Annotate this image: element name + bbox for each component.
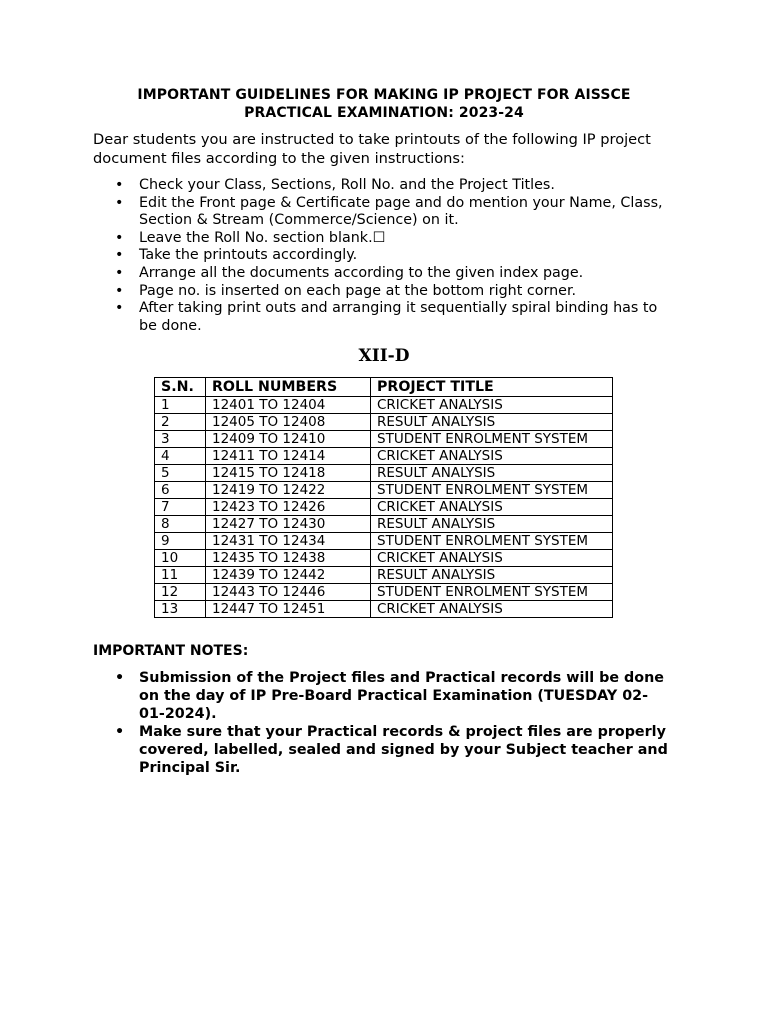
table-row <box>155 533 613 550</box>
cell-roll: 12405 TO 12408 <box>206 414 371 431</box>
cell-roll: 12419 TO 12422 <box>206 482 371 499</box>
table-row <box>155 601 613 618</box>
cell-title: CRICKET ANALYSIS <box>371 397 613 414</box>
note-item: • Submission of the Project files and Practical records will be done on the day of IP Pre-Board Practical Examination (TUESDAY 02-01-2024). <box>93 669 673 723</box>
cell-title: CRICKET ANALYSIS <box>371 550 613 567</box>
cell-sn: 13 <box>155 601 206 618</box>
title-line-2: PRACTICAL EXAMINATION: 2023-24 <box>244 105 524 121</box>
intro-paragraph: Dear students you are instructed to take printouts of the following IP project document files according to the given instructions: <box>93 131 651 167</box>
table-row <box>155 499 613 516</box>
cell-roll: 12415 TO 12418 <box>206 465 371 482</box>
document-title <box>0 86 768 122</box>
cell-title: CRICKET ANALYSIS <box>371 499 613 516</box>
cell-sn: 11 <box>155 567 206 584</box>
cell-roll: 12439 TO 12442 <box>206 567 371 584</box>
cell-title: RESULT ANALYSIS <box>371 567 613 584</box>
cell-roll: 12401 TO 12404 <box>206 397 371 414</box>
cell-sn: 6 <box>155 482 206 499</box>
cell-roll: 12435 TO 12438 <box>206 550 371 567</box>
cell-roll: 12409 TO 12410 <box>206 431 371 448</box>
class-section-heading: XII-D <box>358 346 410 366</box>
cell-sn: 4 <box>155 448 206 465</box>
header-project-title: PROJECT TITLE <box>371 378 613 397</box>
cell-roll: 12443 TO 12446 <box>206 584 371 601</box>
table-row <box>155 516 613 533</box>
cell-roll: 12411 TO 12414 <box>206 448 371 465</box>
title-line-1: IMPORTANT GUIDELINES FOR MAKING IP PROJECT FOR AISSCE <box>137 87 631 103</box>
cell-title: STUDENT ENROLMENT SYSTEM <box>371 584 613 601</box>
cell-sn: 7 <box>155 499 206 516</box>
cell-sn: 5 <box>155 465 206 482</box>
header-roll-numbers: ROLL NUMBERS <box>206 378 371 397</box>
note-item: • Make sure that your Practical records & project files are properly covered, labelled, sealed and signed by your Subject teacher and Principal Sir. <box>93 723 673 777</box>
project-allocation-table <box>154 377 613 618</box>
instruction-item: • Page no. is inserted on each page at the bottom right corner. <box>93 283 673 301</box>
instruction-item: • Take the printouts accordingly. <box>93 247 673 265</box>
cell-title: RESULT ANALYSIS <box>371 414 613 431</box>
cell-sn: 8 <box>155 516 206 533</box>
cell-sn: 2 <box>155 414 206 431</box>
table-row <box>155 431 613 448</box>
table-row <box>155 550 613 567</box>
cell-sn: 1 <box>155 397 206 414</box>
table-row <box>155 465 613 482</box>
instruction-item: • Edit the Front page & Certificate page and do mention your Name, Class, Section & Stream (Commerce/Science) on it. <box>93 195 673 230</box>
table-row <box>155 448 613 465</box>
instruction-list <box>93 177 673 335</box>
table-row <box>155 584 613 601</box>
cell-sn: 12 <box>155 584 206 601</box>
cell-title: RESULT ANALYSIS <box>371 516 613 533</box>
instruction-item: • Leave the Roll No. section blank.☐ <box>93 230 673 248</box>
instruction-item: • After taking print outs and arranging it sequentially spiral binding has to be done. <box>93 300 673 335</box>
table-row <box>155 397 613 414</box>
instruction-item: • Check your Class, Sections, Roll No. and the Project Titles. <box>93 177 673 195</box>
notes-list <box>93 669 673 777</box>
cell-title: CRICKET ANALYSIS <box>371 448 613 465</box>
cell-sn: 9 <box>155 533 206 550</box>
cell-sn: 10 <box>155 550 206 567</box>
table-header-row <box>155 378 613 397</box>
cell-roll: 12423 TO 12426 <box>206 499 371 516</box>
cell-roll: 12427 TO 12430 <box>206 516 371 533</box>
table-row <box>155 482 613 499</box>
cell-title: STUDENT ENROLMENT SYSTEM <box>371 482 613 499</box>
cell-sn: 3 <box>155 431 206 448</box>
instruction-item: • Arrange all the documents according to the given index page. <box>93 265 673 283</box>
cell-title: RESULT ANALYSIS <box>371 465 613 482</box>
cell-title: STUDENT ENROLMENT SYSTEM <box>371 431 613 448</box>
cell-title: CRICKET ANALYSIS <box>371 601 613 618</box>
cell-title: STUDENT ENROLMENT SYSTEM <box>371 533 613 550</box>
cell-roll: 12447 TO 12451 <box>206 601 371 618</box>
cell-roll: 12431 TO 12434 <box>206 533 371 550</box>
table-row <box>155 567 613 584</box>
header-sn: S.N. <box>155 378 206 397</box>
table-row <box>155 414 613 431</box>
notes-heading: IMPORTANT NOTES: <box>93 643 249 659</box>
